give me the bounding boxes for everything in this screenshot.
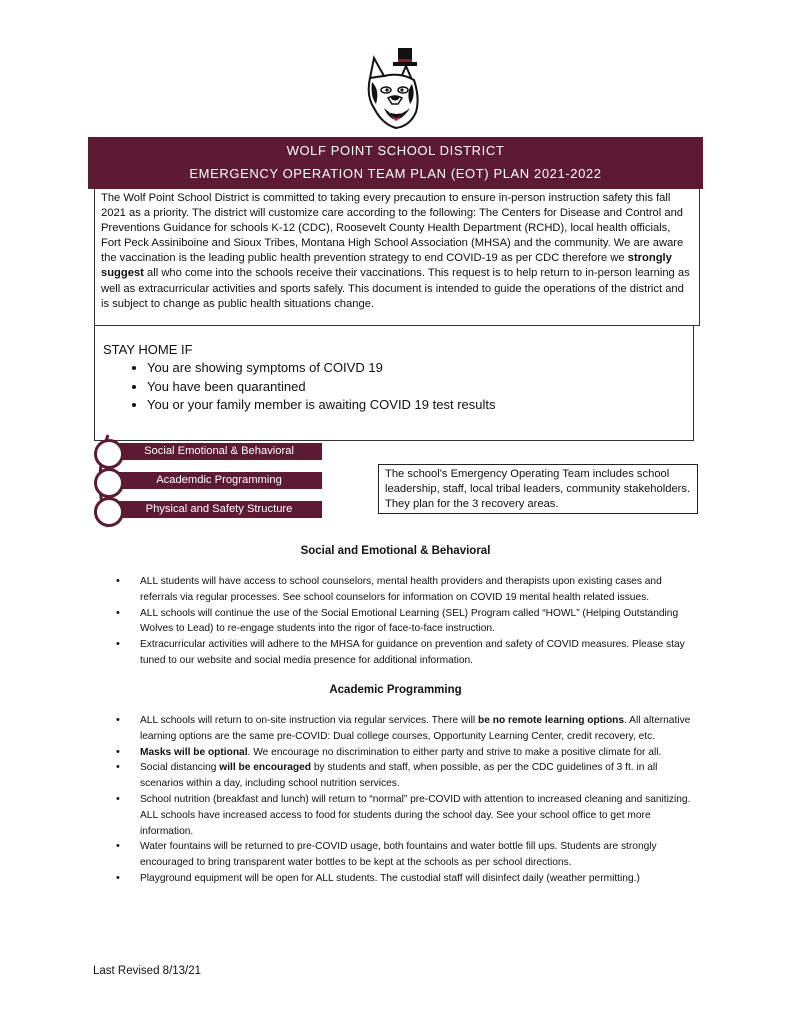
list-item: • You have been quarantined — [147, 378, 693, 397]
district-logo — [360, 46, 430, 132]
academic-list — [116, 713, 701, 887]
text: . We encourage no discrimination to either party and strive to make a positive climate for all. — [247, 746, 662, 758]
text: Social distancing — [140, 762, 220, 774]
district-name: WOLF POINT SCHOOL DISTRICT — [286, 143, 505, 158]
list-item — [116, 760, 701, 792]
intro-text-1: The Wolf Point School District is committed to taking every precaution to ensure in-person instruction safety this fall 2021 as a priority. The district will customize care according to the following: The Centers for Disease and Control and Preventions Guidance for schools K-12 (CDC), Roosevelt County Health Department (RCHD), local health officials, Fort Peck Assiniboine and Sioux Tribes, Montana High School Association (MHSA) and the community. We are aware the vaccination is the leading public health prevention strategy to end COVID-19 as per CDC therefore we — [101, 192, 684, 265]
list-item: • School nutrition (breakfast and lunch) will return to “normal” pre-COVID with attention to increased cleaning and sanitizing. ALL schools have increased access to food for students during the school day. See your school office to get more information. — [116, 792, 701, 839]
recovery-areas-graphic — [90, 433, 330, 529]
list-item: • Water fountains will be returned to pre-COVID usage, both fountains and water bottle fill ups. Students are strongly encouraged to bring transparent water bottles to be kept at the schools as per school directions. — [116, 839, 701, 871]
intro-emphasis: strongly suggest — [101, 252, 672, 280]
stay-home-list — [103, 359, 693, 415]
text: . All alternative learning options are the same pre-COVID: Dual college courses, Opportunity Learning Center, credit recovery, etc. — [140, 715, 691, 742]
list-item: • Playground equipment will be open for ALL students. The custodial staff will disinfect daily (weather permitting.) — [116, 871, 701, 887]
list-item: • ALL schools will continue the use of the Social Emotional Learning (SEL) Program called “HOWL” (Helping Outstanding Wolves to Lead) to re-engage students into the rigor of face-to-face instruction. — [116, 606, 701, 638]
list-item: • You or your family member is awaiting COVID 19 test results — [147, 396, 693, 415]
emphasis: will be encouraged — [219, 762, 312, 774]
team-info-box: The school's Emergency Operating Team includes school leadership, staff, local tribal leaders, community stakeholders. They plan for the 3 recovery areas. — [378, 464, 698, 514]
social-list — [116, 574, 701, 669]
section-title-social: Social and Emotional & Behavioral — [300, 545, 491, 557]
list-item: • You are showing symptoms of COIVD 19 — [147, 359, 693, 378]
intro-text-2: all who come into the schools receive their vaccinations. This request is to help return to in-person learning as well as extracurricular activities and sports safely. This document is intended to guide the operations of the district and is subject to change as public health situations change. — [101, 267, 690, 310]
emphasis: Masks will be optional — [140, 746, 248, 758]
last-revised: Last Revised 8/13/21 — [93, 965, 202, 977]
stay-home-box — [94, 325, 694, 441]
title-banner — [88, 137, 703, 189]
area-circle-icon — [94, 497, 124, 527]
emphasis: be no remote learning options — [478, 715, 625, 726]
area-circle-icon — [94, 439, 124, 469]
area-academic: Academdic Programming — [116, 472, 322, 489]
area-circle-icon — [94, 468, 124, 498]
text: by students and staff, when possible, as per the CDC guidelines of 3 ft. in all scenarios within a day, including school nutrition services. — [140, 762, 658, 790]
area-physical: Physical and Safety Structure — [116, 501, 322, 518]
list-item — [116, 745, 701, 761]
stay-home-title: STAY HOME IF — [103, 342, 193, 357]
plan-title: EMERGENCY OPERATION TEAM PLAN (EOT) PLAN 2021-2022 — [189, 166, 602, 181]
section-title-academic: Academic Programming — [329, 684, 462, 696]
list-item: • ALL students will have access to school counselors, mental health providers and therapists upon existing cases and referrals via regular processes. See school counselors for information on COVID 19 mental health related issues. — [116, 574, 701, 606]
text: ALL schools will return to on-site instruction via regular services. There will — [140, 715, 479, 726]
area-social: Social Emotional & Behavioral — [116, 443, 322, 460]
list-item — [116, 713, 701, 745]
wolf-mascot-icon — [360, 46, 430, 132]
list-item: • Extracurricular activities will adhere to the MHSA for guidance on prevention and safety of COVID measures. Please stay tuned to our website and social media presence for additional information. — [116, 637, 701, 669]
intro-paragraph — [94, 189, 700, 326]
